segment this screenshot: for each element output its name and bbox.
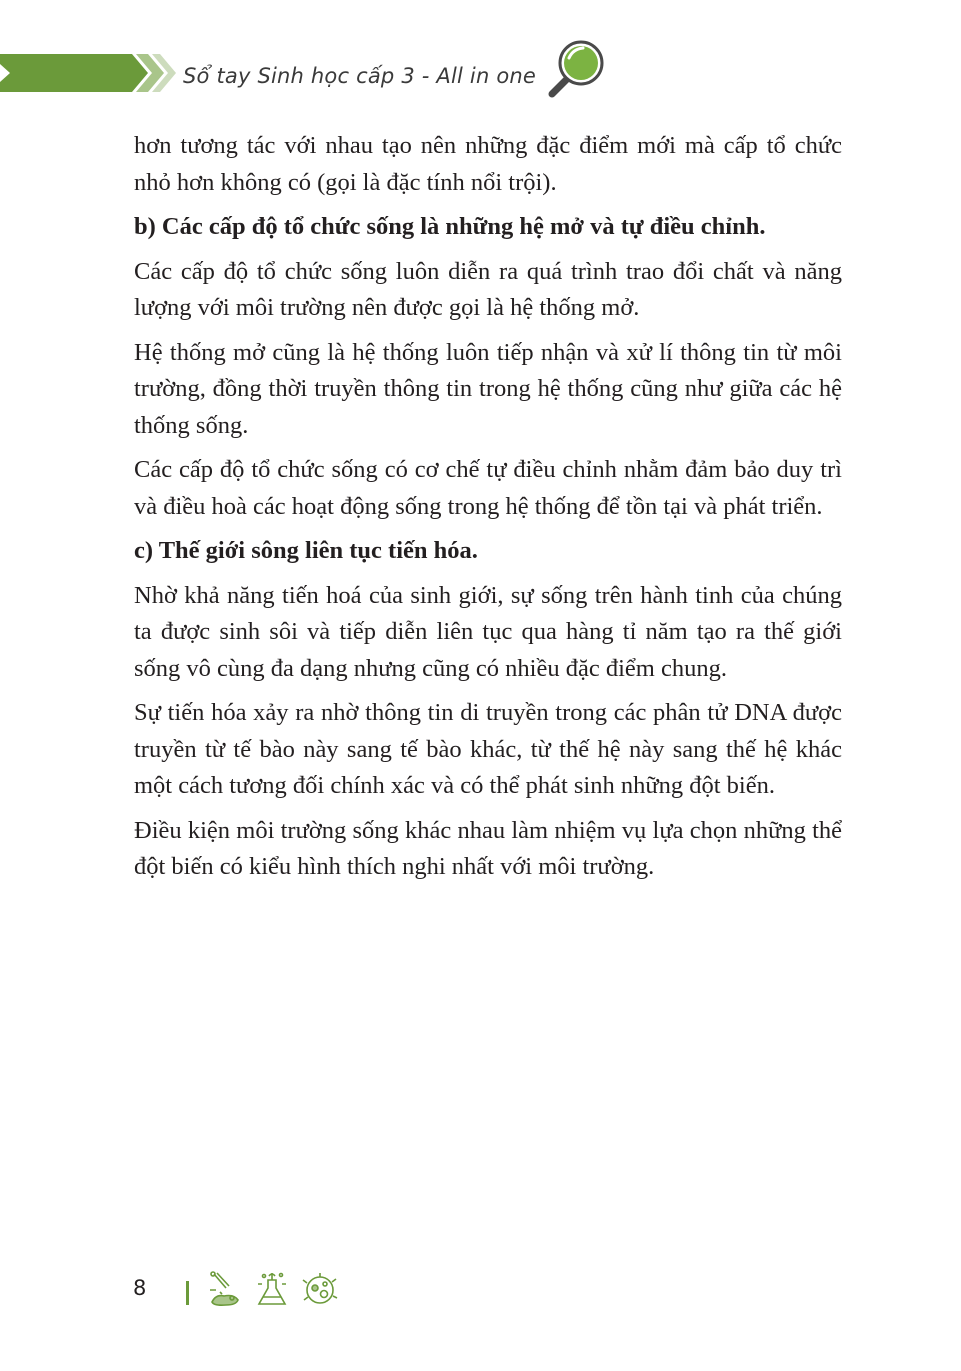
section-heading-c: c) Thế giới sông liên tục tiến hóa. [134, 537, 478, 564]
flask-icon [254, 1270, 290, 1308]
page-number: 8 [133, 1276, 147, 1300]
microscope-icon [206, 1270, 244, 1308]
section-heading-b: b) Các cấp độ tổ chức sống là những hệ mở và tự điều chỉnh. [134, 213, 766, 240]
paragraph: Các cấp độ tổ chức sống luôn diễn ra quá trình trao đổi chất và năng lượng với môi trường nên được gọi là hệ thống mở. [134, 257, 842, 321]
footer-divider [186, 1281, 189, 1305]
page-content [134, 128, 842, 894]
paragraph: Điều kiện môi trường sống khác nhau làm nhiệm vụ lựa chọn những thể đột biến có kiểu hình thích nghi nhất với môi trường. [134, 816, 842, 880]
paragraph: Sự tiến hóa xảy ra nhờ thông tin di truyền trong các phân tử DNA được truyền từ tế bào này sang tế bào khác, từ thế hệ này sang thế hệ khác một cách tương đối chính xác và có thể phát sinh những đột biến. [134, 699, 842, 799]
paragraph: hơn tương tác với nhau tạo nên những đặc điểm mới mà cấp tổ chức nhỏ hơn không có (gọi là đặc tính nổi trội). [134, 132, 842, 196]
paragraph: Hệ thống mở cũng là hệ thống luôn tiếp nhận và xử lí thông tin từ môi trường, đồng thời truyền thông tin trong hệ thống cũng như giữa các hệ thống sống. [134, 338, 842, 439]
magnifier-icon [542, 38, 606, 100]
book-title: Sổ tay Sinh học cấp 3 - All in one [183, 64, 537, 88]
header-chevron-icon [0, 54, 180, 92]
paragraph: Nhờ khả năng tiến hoá của sinh giới, sự sống trên hành tinh của chúng ta được sinh sôi và tiếp diễn liên tục qua hàng tỉ năm tạo ra thế giới sống vô cùng đa dạng nhưng cũng có nhiều đặc điểm chung. [134, 581, 842, 682]
virus-icon [301, 1270, 339, 1308]
paragraph: Các cấp độ tổ chức sống có cơ chế tự điều chỉnh nhằm đảm bảo duy trì và điều hoà các hoạt động sống trong hệ thống để tồn tại và phát triển. [134, 456, 842, 520]
